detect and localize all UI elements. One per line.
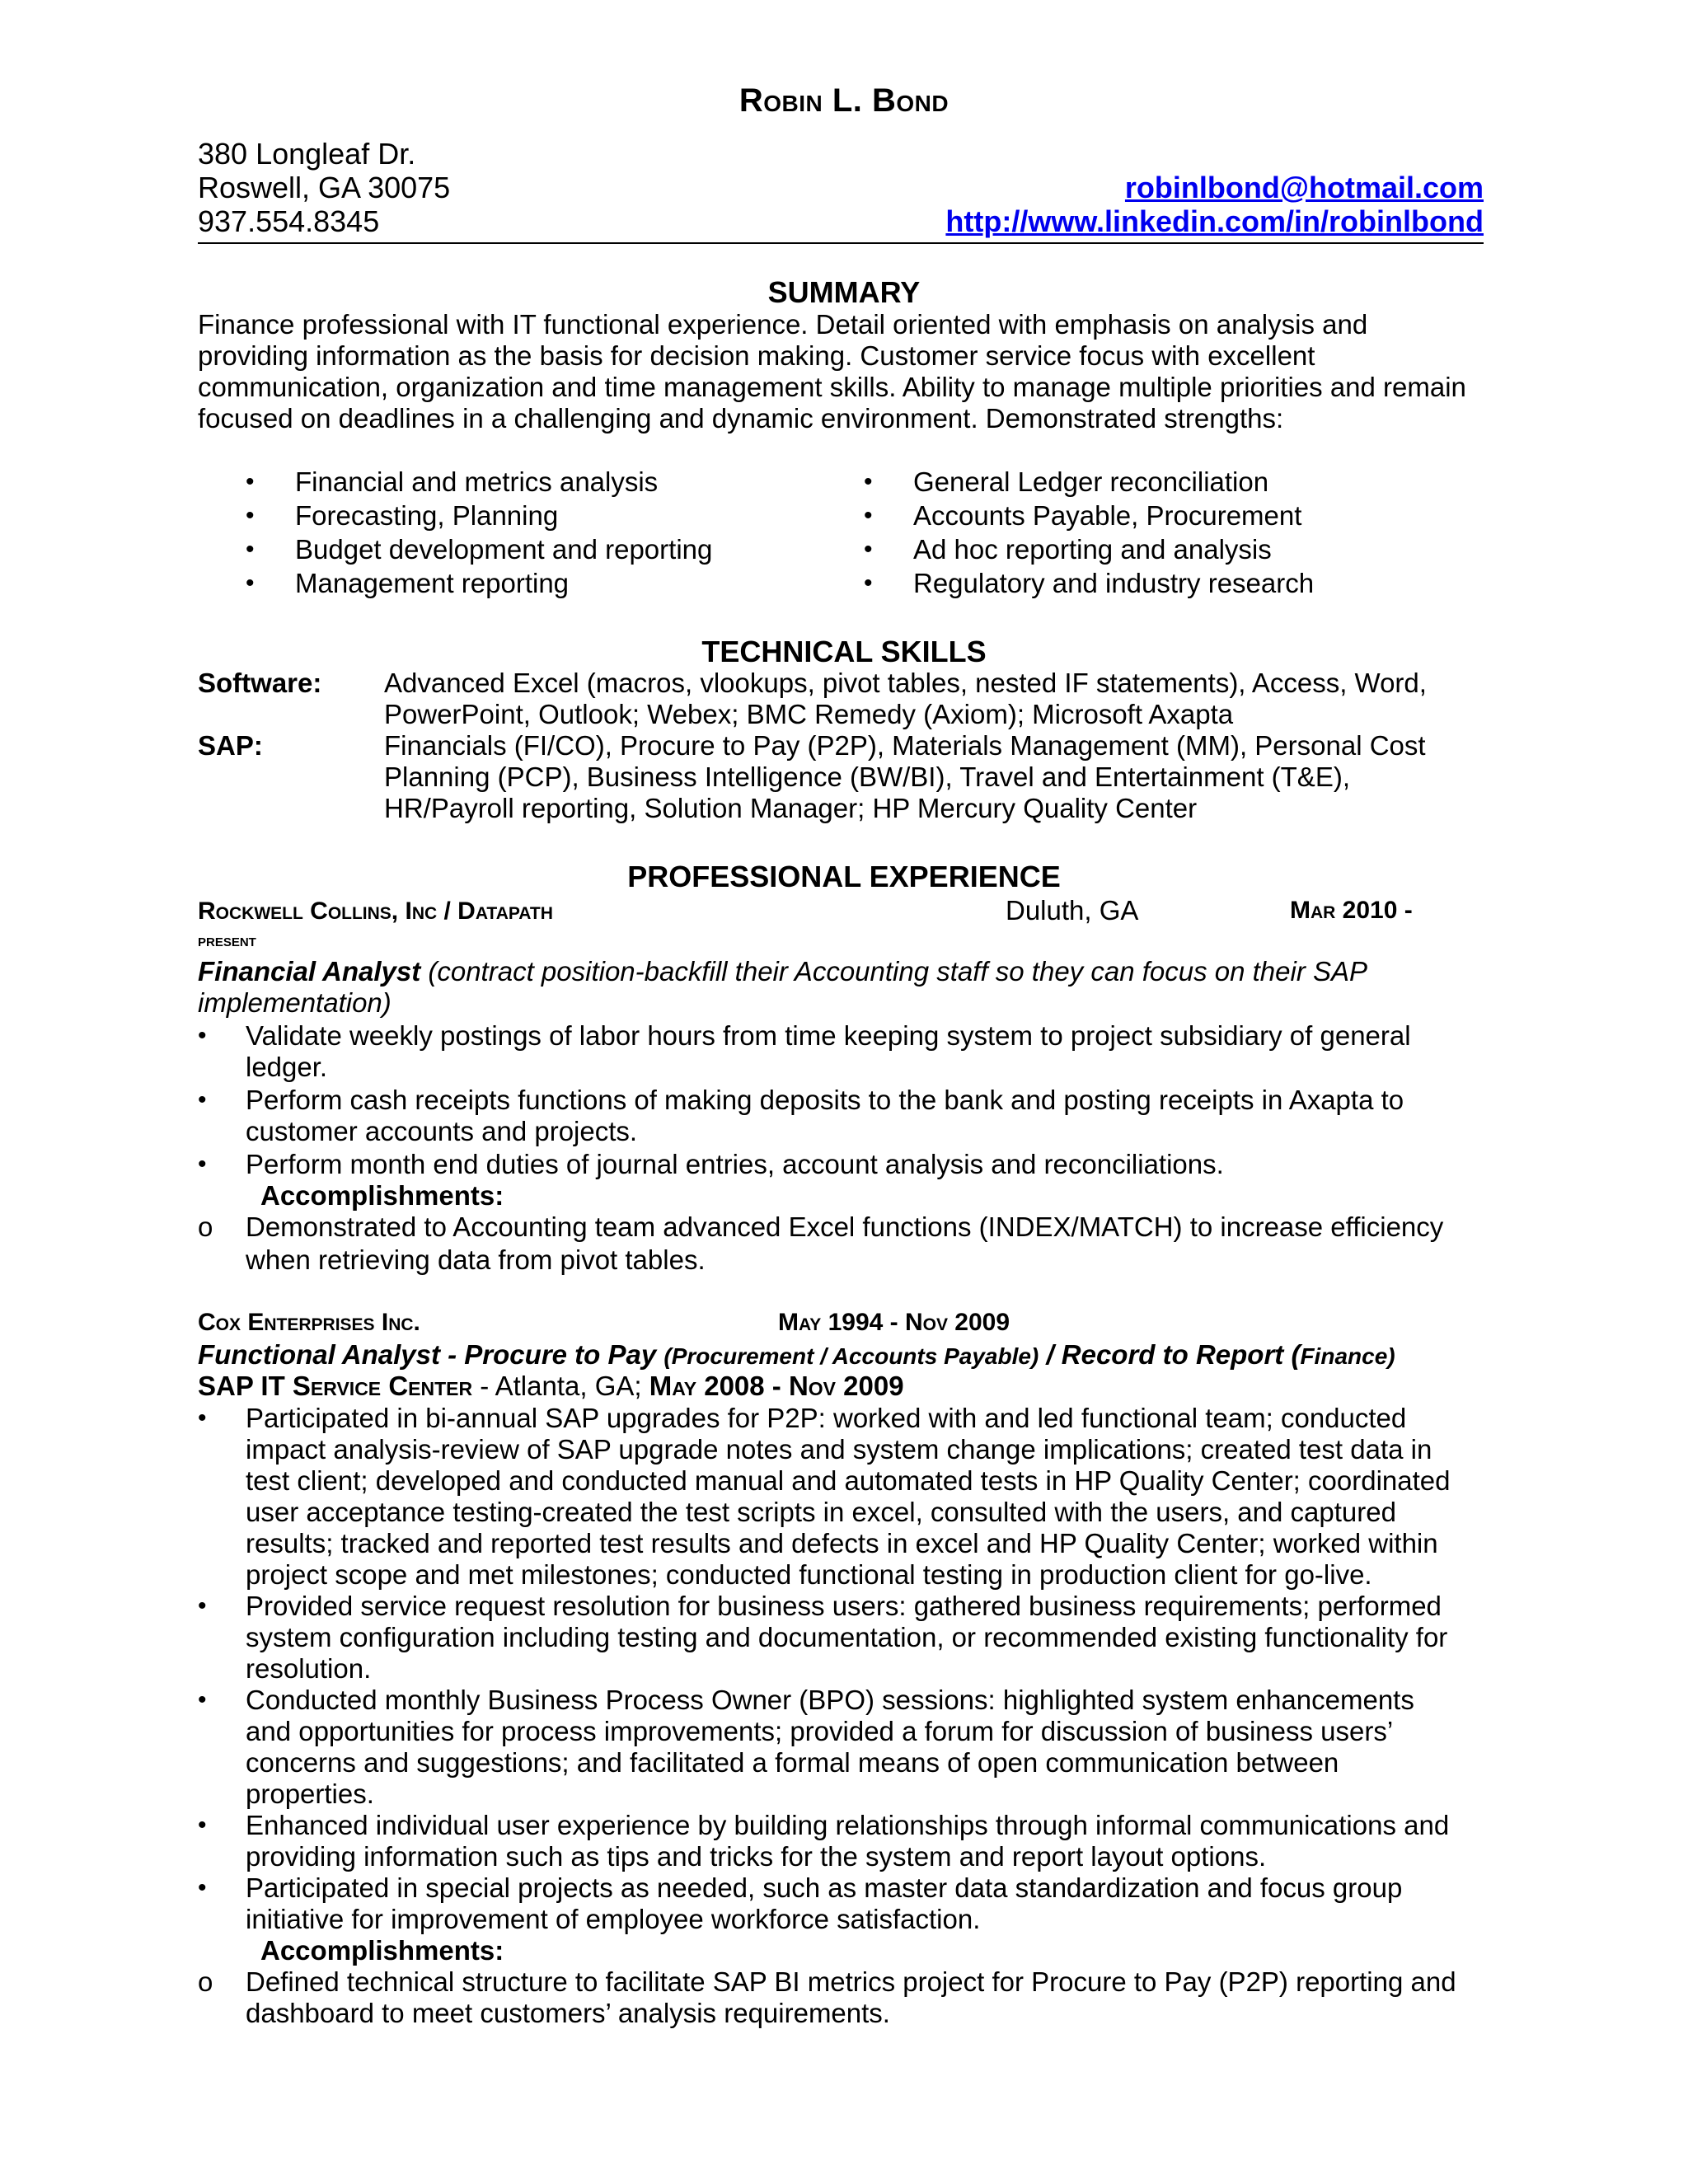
job1-accomplishment: Demonstrated to Accounting team advanced Excel functions (INDEX/MATCH) to increase efficiency [246, 1212, 1444, 1242]
summary-heading: SUMMARY [767, 275, 921, 309]
job2-title-line [198, 1339, 1395, 1372]
bullet-icon: • [864, 569, 873, 597]
sub-bullet-icon: o [198, 1212, 213, 1242]
job2-title-detail: Finance) [1300, 1343, 1395, 1369]
bullet-icon: • [864, 502, 873, 529]
sap-line: Financials (FI/CO), Procure to Pay (P2P), Materials Management (MM), Personal Cost [384, 730, 1426, 761]
bullet-icon: • [198, 1151, 207, 1178]
strength-item: Ad hoc reporting and analysis [913, 534, 1272, 565]
bullet-icon: • [198, 1592, 207, 1619]
job1-location: Duluth, GA [1006, 895, 1139, 926]
strength-item: Accounts Payable, Procurement [913, 500, 1302, 531]
job2-dates: May 1994 - Nov 2009 [778, 1309, 1010, 1336]
bullet-text: Validate weekly postings of labor hours from time keeping system to project subsidiary of general [246, 1020, 1411, 1051]
bullet-text: Perform cash receipts functions of making deposits to the bank and posting receipts in Axapta to [246, 1085, 1404, 1115]
bullet-icon: • [246, 569, 255, 597]
linkedin-link[interactable]: http://www.linkedin.com/in/robinlbond [945, 204, 1484, 238]
bullet-text: ledger. [246, 1052, 328, 1082]
address-line-2: Roswell, GA 30075 [198, 171, 451, 204]
sub-bullet-icon: o [198, 1966, 213, 1997]
job2-division-dates: May 2008 - Nov 2009 [649, 1371, 904, 1401]
job2-title-detail: (Procurement / Accounts Payable) [663, 1343, 1039, 1369]
strength-item: Budget development and reporting [295, 534, 713, 565]
strength-item: Forecasting, Planning [295, 500, 559, 531]
job1-accomplishment: when retrieving data from pivot tables. [246, 1244, 706, 1275]
bullet-text: providing information such as tips and tricks for the system and report layout options. [246, 1841, 1267, 1872]
strength-item: Financial and metrics analysis [295, 466, 659, 497]
bullet-icon: • [198, 1811, 207, 1839]
bullet-text: and opportunities for process improvements; provided a forum for discussion of business users’ [246, 1716, 1394, 1746]
bullet-icon: • [246, 468, 255, 495]
bullet-text: resolution. [246, 1653, 372, 1684]
bullet-text: Participated in bi-annual SAP upgrades for P2P: worked with and led functional team; conducted [246, 1403, 1407, 1433]
header-divider [198, 242, 1484, 244]
job1-title-note-cont: implementation) [198, 987, 392, 1018]
job1-title: Financial Analyst [198, 956, 421, 987]
job2-division: SAP IT Service Center [198, 1371, 473, 1401]
skills-heading: TECHNICAL SKILLS [701, 635, 987, 668]
bullet-icon: • [246, 502, 255, 529]
email-link[interactable]: robinlbond@hotmail.com [1124, 171, 1484, 204]
experience-heading: PROFESSIONAL EXPERIENCE [627, 860, 1061, 893]
job2-division-location: - Atlanta, GA; [480, 1371, 642, 1401]
job1-company: Rockwell Collins, Inc / Datapath [198, 898, 553, 925]
software-line: Advanced Excel (macros, vlookups, pivot tables, nested IF statements), Access, Word, [384, 668, 1427, 698]
bullet-text: Provided service request resolution for business users: gathered business requirements; performed [246, 1591, 1442, 1621]
bullet-icon: • [198, 1086, 207, 1113]
bullet-icon: • [864, 536, 873, 563]
bullet-text: Conducted monthly Business Process Owner (BPO) sessions: highlighted system enhancements [246, 1685, 1414, 1715]
bullet-icon: • [198, 1874, 207, 1901]
job2-accomplishment: Defined technical structure to facilitate SAP BI metrics project for Procure to Pay (P2P) reporting and [246, 1966, 1456, 1997]
sap-line: Planning (PCP), Business Intelligence (BW/BI), Travel and Entertainment (T&E), [384, 762, 1350, 792]
bullet-text: concerns and suggestions; and facilitated a formal means of open communication between [246, 1747, 1339, 1778]
job1-dates-cont: present [198, 930, 256, 950]
job1-dates: Mar 2010 - [1290, 897, 1413, 924]
bullet-text: properties. [246, 1779, 374, 1809]
strength-item: Regulatory and industry research [913, 568, 1315, 598]
bullet-text: results; tracked and reported test results and defects in excel and HP Quality Center; worked within [246, 1528, 1438, 1558]
bullet-text: Perform month end duties of journal entries, account analysis and reconciliations. [246, 1149, 1224, 1179]
phone-number: 937.554.8345 [198, 204, 380, 238]
bullet-icon: • [198, 1022, 207, 1049]
software-line: PowerPoint, Outlook; Webex; BMC Remedy (Axiom); Microsoft Axapta [384, 699, 1234, 729]
bullet-text: impact analysis-review of SAP upgrade notes and system change implications; created test data in [246, 1434, 1432, 1465]
strength-item: Management reporting [295, 568, 570, 598]
job2-company: Cox Enterprises Inc. [198, 1309, 420, 1336]
bullet-text: system configuration including testing and documentation, or recommended existing functionality for [246, 1622, 1448, 1652]
candidate-name: Robin L. Bond [738, 82, 950, 119]
software-label: Software: [198, 668, 322, 698]
job2-accomplishments-label: Accomplishments: [260, 1935, 504, 1966]
job2-division-line [198, 1371, 904, 1402]
bullet-text: Enhanced individual user experience by building relationships through informal communications and [246, 1810, 1450, 1840]
bullet-text: user acceptance testing-created the test scripts in excel, consulted with the users, and captured [246, 1497, 1396, 1527]
bullet-text: project scope and met milestones; conducted functional testing in production client for go-live. [246, 1559, 1372, 1590]
sap-line: HR/Payroll reporting, Solution Manager; HP Mercury Quality Center [384, 793, 1198, 823]
address-line-1: 380 Longleaf Dr. [198, 137, 416, 171]
strength-item: General Ledger reconciliation [913, 466, 1269, 497]
bullet-text: Participated in special projects as needed, such as master data standardization and focus group [246, 1872, 1403, 1903]
sap-label: SAP: [198, 730, 263, 761]
bullet-icon: • [198, 1404, 207, 1432]
bullet-text: customer accounts and projects. [246, 1116, 638, 1146]
bullet-icon: • [864, 468, 873, 495]
job2-title: Functional Analyst - Procure to Pay [198, 1339, 657, 1370]
bullet-icon: • [246, 536, 255, 563]
bullet-text: test client; developed and conducted manual and automated tests in HP Quality Center; coordinated [246, 1465, 1451, 1496]
summary-text: Finance professional with IT functional experience. Detail oriented with emphasis on analysis and providing information as the basis for decision making. Customer service focus with excellent communication, organization and time management skills. Ability to manage multiple priorities and remain focused on deadlines in a challenging and dynamic environment. Demonstrated strengths: [198, 309, 1466, 434]
job1-accomplishments-label: Accomplishments: [260, 1180, 504, 1211]
bullet-icon: • [198, 1686, 207, 1713]
job2-title-cont: / Record to Report ( [1046, 1339, 1301, 1370]
job1-title-note: (contract position-backfill their Accounting staff so they can focus on their SAP [428, 956, 1368, 987]
bullet-text: initiative for improvement of employee workforce satisfaction. [246, 1904, 981, 1934]
job2-accomplishment: dashboard to meet customers’ analysis requirements. [246, 1998, 890, 2028]
